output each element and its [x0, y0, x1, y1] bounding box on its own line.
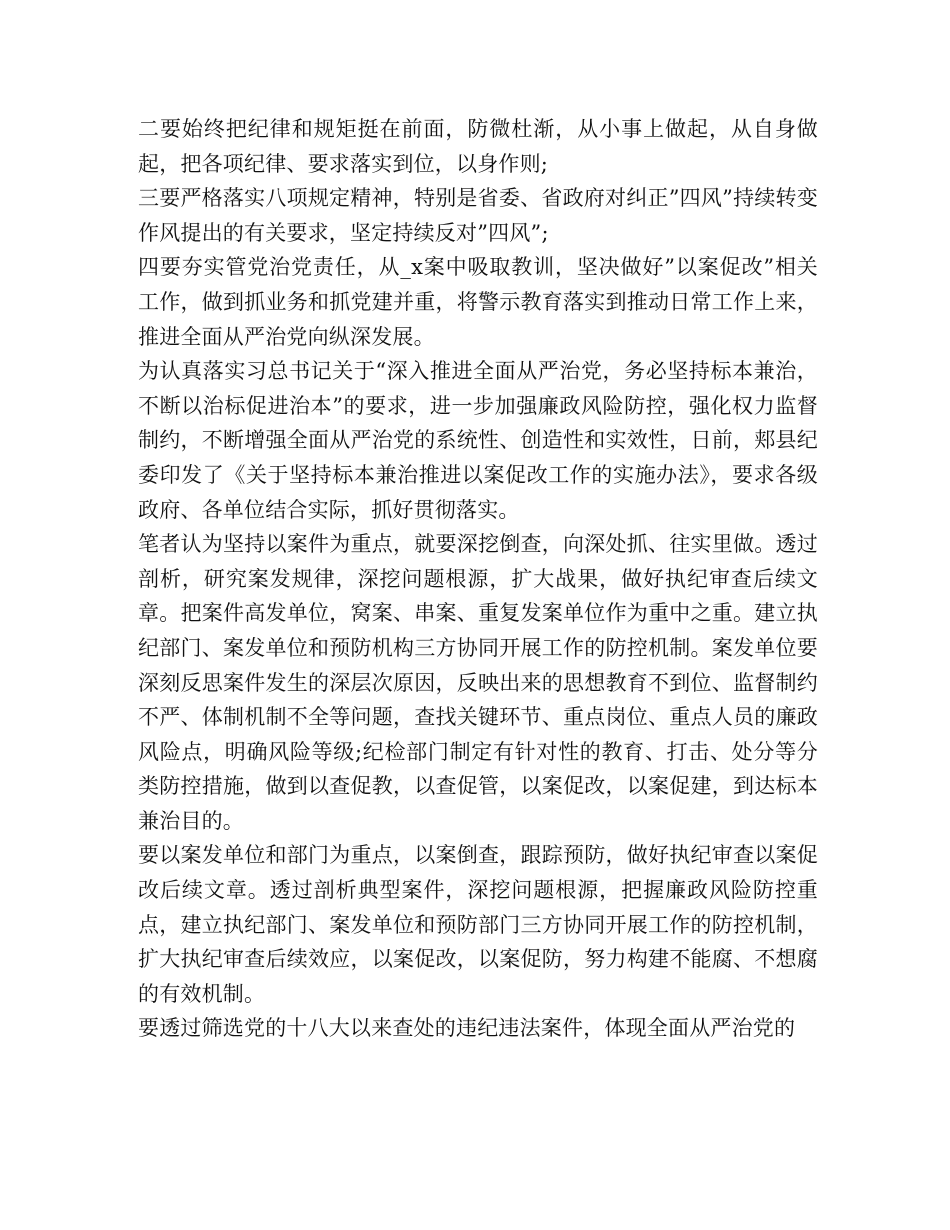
paragraph-3: 四要夯实管党治党责任，从_x案中吸取教训，坚决做好”以案促改”相关工作，做到抓业务和抓党建并重，将警示教育落实到推动日常工作上来，推进全面从严治党向纵深发展。	[138, 255, 818, 349]
paragraph-4: 为认真落实习总书记关于“深入推进全面从严治党，务必坚持标本兼治，不断以治标促进治本”的要求，进一步加强廉政风险防控，强化权力监督制约，不断增强全面从严治党的系统性、创造性和实效性，日前，郏县纪委印发了《关于坚持标本兼治推进以案促改工作的实施办法》，要求各级政府、各单位结合实际，抓好贯彻落实。	[138, 359, 818, 522]
paragraph-5: 笔者认为坚持以案件为重点，就要深挖倒查，向深处抓、往实里做。透过剖析，研究案发规律，深挖问题根源，扩大战果，做好执纪审查后续文章。把案件高发单位，窝案、串案、重复发案单位作为重中之重。建立执纪部门、案发单位和预防机构三方协同开展工作的防控机制。案发单位要深刻反思案件发生的深层次原因，反映出来的思想教育不到位、监督制约不严、体制机制不全等问题，查找关键环节、重点岗位、重点人员的廉政风险点，明确风险等级;纪检部门制定有针对性的教育、打击、处分等分类防控措施，做到以查促教，以查促管，以案促改，以案促建，到达标本兼治目的。	[138, 532, 818, 833]
paragraph-1: 二要始终把纪律和规矩挺在前面，防微杜渐，从小事上做起，从自身做起，把各项纪律、要求落实到位，以身作则;	[138, 117, 818, 176]
document-body	[138, 112, 818, 1046]
paragraph-2: 三要严格落实八项规定精神，特别是省委、省政府对纠正”四风”持续转变作风提出的有关要求，坚定持续反对”四风”;	[138, 186, 818, 245]
paragraph-7: 要透过筛选党的十八大以来查处的违纪违法案件，体现全面从严治党的	[138, 1016, 796, 1041]
paragraph-6: 要以案发单位和部门为重点，以案倒查，跟踪预防，做好执纪审查以案促改后续文章。透过剖析典型案件，深挖问题根源，把握廉政风险防控重点，建立执纪部门、案发单位和预防部门三方协同开展工作的防控机制，扩大执纪审查后续效应，以案促改，以案促防，努力构建不能腐、不想腐的有效机制。	[138, 843, 818, 1006]
